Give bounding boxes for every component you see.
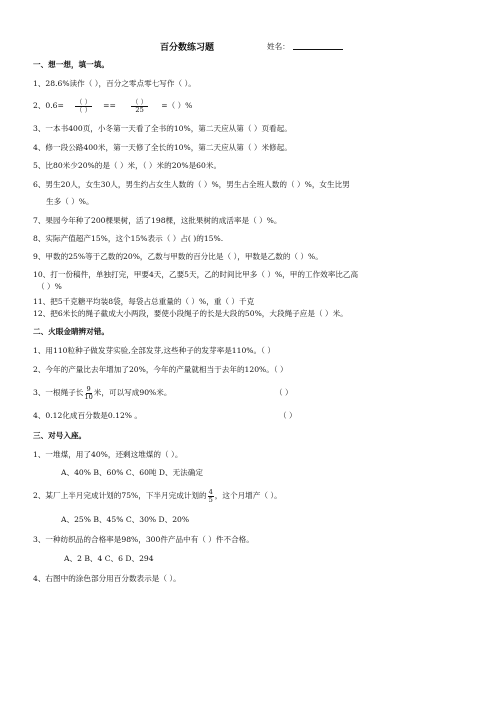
page-title: 百分数练习题 [160, 43, 215, 53]
s1-question-10-line-1: 10、打一份稿件，单独打完，甲要4天，乙要5天，乙的时间比甲多（ ）%，甲的工作效率比乙高 [33, 270, 359, 279]
s1-question-1: 1、28.6%读作（ ），百分之零点零七写作（ ）。 [33, 79, 196, 88]
s1-question-11: 11、把5千克糖平均装8袋，每袋占总重量的（ ）%，重（ ）千克 [33, 297, 255, 306]
s2-q3-fraction [84, 386, 92, 401]
s3-q2-prefix: 2、某厂上半月完成计划的75%，下半月完成计划的 [33, 491, 207, 500]
s1-question-4: 4、修一段公路400米，第一天修了全长的10%，第二天应从第（ ）米修起。 [33, 143, 292, 152]
s2-q3-prefix: 3、一根绳子长 [33, 388, 84, 397]
q2-equals-2: = [109, 101, 116, 110]
s1-question-9: 9、甲数的25%等于乙数的20%，乙数与甲数的百分比是（ ），甲数是乙数的（ ）%。 [33, 252, 323, 261]
q2-f1-numerator: （ ） [75, 97, 92, 106]
s1-question-12: 12、把6米长的绳子截成大小两段，要使小段绳子的长是大段的50%，大段绳子应是（ ）米。 [33, 309, 348, 318]
s1-question-5: 5、比80米少20%的是（ ）米，（ ）米的20%是60米。 [33, 161, 222, 170]
q2-f2-numerator: （ ） [131, 97, 148, 106]
s1-question-6-line-2: 生多（ ）%。 [46, 197, 94, 206]
s2-question-1: 1、用110粒种子做发芽实验,全部发芽,这些种子的发芽率是110%。（ ） [33, 346, 275, 355]
s1-question-8: 8、实际产值超产15%，这个15%表示（ ）占( )的15%. [33, 234, 224, 243]
name-field [267, 41, 343, 52]
s1-question-3: 3、一本书400页，小冬第一天看了全书的10%，第二天应从第（ ）页看起。 [33, 124, 292, 133]
q2-fraction-2 [131, 99, 148, 114]
s2-q3-suffix: 米，可以写成90%米。 [93, 388, 172, 397]
s3-question-2 [33, 486, 282, 506]
q2-fraction-1 [75, 99, 92, 114]
q2-suffix: =（ ）% [161, 101, 193, 110]
section-2-heading: 二、火眼金睛辨对错。 [33, 327, 109, 336]
s3-q2-suffix: ，这个月增产（ ）。 [214, 491, 282, 500]
s2-question-4: 4、0.12化成百分数是0.12% 。 [33, 411, 143, 420]
s2-question-2: 2、今年的产量比去年增加了20%，今年的产量就相当于去年的120%。（ ） [33, 365, 288, 374]
s3-q3-options: A、2 B、4 C、6 D、294 [64, 554, 154, 563]
q2-f1-denominator: （ ） [75, 105, 92, 114]
q2-prefix: 2、0.6= [33, 101, 64, 110]
s1-question-7: 7、果园今年种了200棵果树，活了198棵，这批果树的成活率是（ ）%。 [33, 216, 282, 225]
s3-q2-numerator: 4 [208, 487, 213, 496]
s3-question-1: 1、一堆煤，用了40%，还剩这堆煤的（ ）。 [33, 450, 183, 459]
section-1-heading: 一、想一想，填一填。 [33, 60, 109, 69]
s2-q3-denominator: 10 [84, 392, 93, 401]
q2-equals: = [103, 101, 110, 110]
s3-q2-fraction [208, 489, 214, 504]
s2-q3-answer-paren: （ ） [275, 388, 293, 397]
section-3-heading: 三、对号入座。 [33, 431, 87, 440]
s3-q2-options: A、25% B、45% C、30% D、20% [61, 515, 190, 524]
s2-q4-answer-paren: （ ） [279, 411, 297, 420]
s1-question-6-line-1: 6、男生20人，女生30人，男生约占女生人数的（ ）%，男生占全班人数的（ ）%，女生比男 [33, 180, 350, 189]
s1-question-2 [33, 96, 192, 116]
s3-q1-options: A、40% B、60% C、60吨 D、无法确定 [61, 468, 203, 477]
s3-question-3: 3、一种纺织品的合格率是98%，300件产品中有（ ）件不合格。 [33, 535, 254, 544]
s2-q3-numerator: 9 [86, 384, 91, 393]
s3-question-4: 4、右图中的涂色部分用百分数表示是（ ）。 [33, 574, 181, 583]
name-label: 姓名： [267, 42, 290, 51]
name-underline [293, 41, 343, 50]
s1-question-10-line-2: （ ）% [37, 282, 62, 291]
s2-question-3 [33, 383, 171, 403]
q2-f2-denominator: 25 [135, 105, 144, 114]
s3-q2-denominator: 5 [208, 495, 213, 504]
